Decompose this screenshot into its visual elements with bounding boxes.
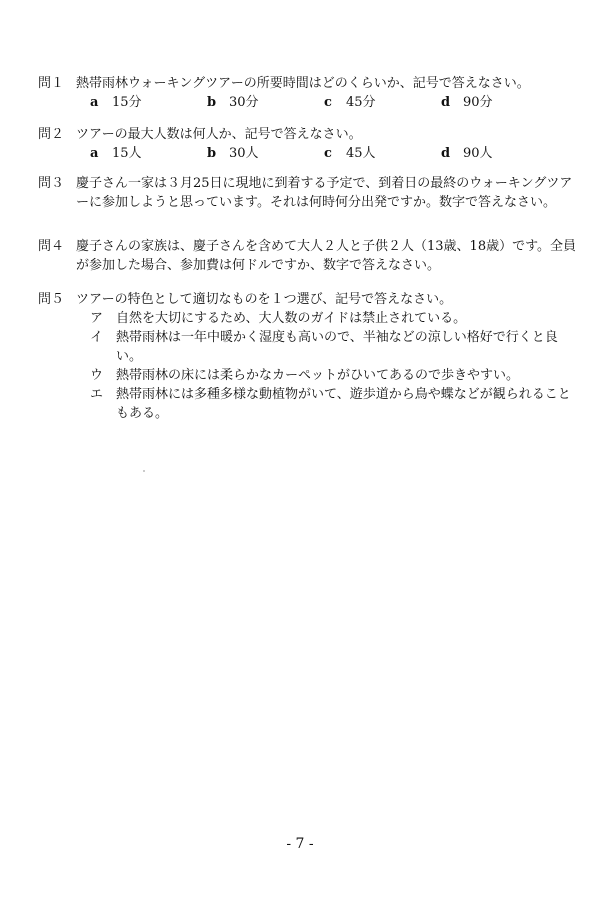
- choice-item: [90, 328, 578, 366]
- choice-item: [207, 144, 324, 163]
- question-text: 慶子さんの家族は、慶子さんを含めて大人２人と子供２人（13歳、18歳）です。全員が参加した場合、参加費は何ドルですか、数字で答えなさい。: [76, 239, 577, 273]
- choice-list: [90, 144, 578, 163]
- choice-label: ア: [90, 311, 104, 326]
- choice-text: 自然を大切にするため、大人数のガイドは禁止されている。: [116, 311, 467, 326]
- choice-text: 熱帯雨林には多種多様な動植物がいて、遊歩道から鳥や蝶などが観られることもある。: [116, 387, 571, 421]
- choice-text: 30人: [229, 146, 259, 161]
- choice-label: ウ: [90, 368, 104, 383]
- choice-item: [207, 93, 324, 112]
- choice-item: [90, 366, 578, 385]
- choice-text: 30分: [229, 95, 259, 110]
- scan-speck: [143, 470, 145, 472]
- choice-text: 15人: [112, 146, 142, 161]
- page-number: - 7 -: [286, 836, 314, 852]
- choice-text: 熱帯雨林は一年中暖かく湿度も高いので、半袖などの涼しい格好で行くと良い。: [116, 330, 558, 364]
- question-4: [38, 237, 578, 275]
- choice-label: d: [441, 95, 451, 110]
- choice-item: [441, 93, 558, 112]
- question-1: [38, 74, 578, 112]
- choice-text: 熱帯雨林の床には柔らかなカーペットがひいてあるので歩きやすい。: [116, 368, 520, 383]
- choice-label: a: [90, 95, 99, 110]
- choice-text: 90人: [463, 146, 493, 161]
- choice-item: [90, 93, 207, 112]
- choice-label: c: [324, 95, 332, 110]
- choice-text: 15分: [112, 95, 142, 110]
- question-text: 慶子さん一家は３月25日に現地に到着する予定で、到着日の最終のウォーキングツアーに参加しようと思っています。それは何時何分出発ですか。数字で答えなさい。: [76, 176, 573, 210]
- choice-label: b: [207, 146, 217, 161]
- question-number: 問５: [38, 292, 65, 307]
- question-text: 熱帯雨林ウォーキングツアーの所要時間はどのくらいか、記号で答えなさい。: [76, 76, 530, 91]
- question-number: 問１: [38, 76, 65, 91]
- choice-list: [90, 93, 578, 112]
- choice-text: 45分: [346, 95, 376, 110]
- question-text: ツアーの最大人数は何人か、記号で答えなさい。: [76, 127, 362, 142]
- choice-item: [90, 385, 578, 423]
- choice-item: [324, 144, 441, 163]
- choice-item: [324, 93, 441, 112]
- question-text: ツアーの特色として適切なものを１つ選び、記号で答えなさい。: [76, 292, 453, 307]
- question-number: 問２: [38, 127, 65, 142]
- choice-item: [441, 144, 558, 163]
- choice-item: [90, 144, 207, 163]
- choice-label: c: [324, 146, 332, 161]
- choice-label: b: [207, 95, 217, 110]
- choice-label: イ: [90, 330, 104, 345]
- choice-label: d: [441, 146, 451, 161]
- question-3: [38, 174, 578, 212]
- choice-label: a: [90, 146, 99, 161]
- question-number: 問３: [38, 176, 65, 191]
- choice-label: エ: [90, 387, 104, 402]
- question-2: [38, 125, 578, 163]
- choice-item: [90, 309, 578, 328]
- choice-text: 90分: [463, 95, 493, 110]
- question-5: [38, 290, 578, 423]
- choice-text: 45人: [346, 146, 376, 161]
- question-number: 問４: [38, 239, 65, 254]
